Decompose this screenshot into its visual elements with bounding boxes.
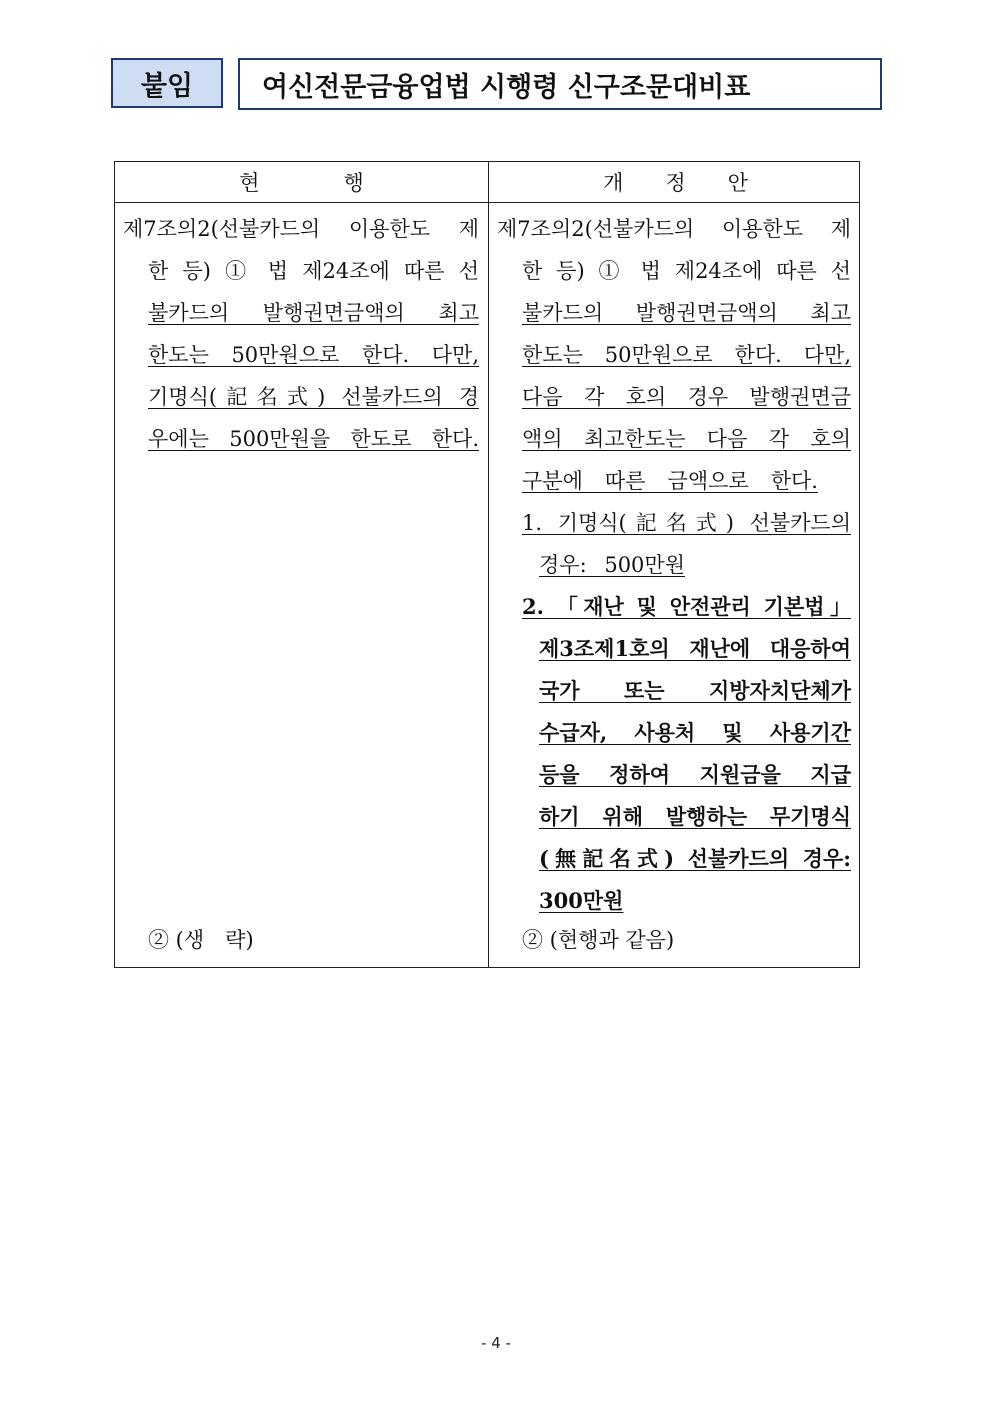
revised-line: 액의 최고한도는 다음 각 호의 xyxy=(522,427,851,451)
revised-line: (無記名式) 선불카드의 경우: xyxy=(539,846,851,871)
document-title: 여신전문금융업법 시행령 신구조문대비표 xyxy=(238,58,882,110)
page-number: - 4 - xyxy=(481,1334,511,1352)
current-item-2: ② (생 략) xyxy=(148,928,254,952)
attachment-badge: 붙임 xyxy=(111,58,223,108)
revised-item-2: ② (현행과 같음) xyxy=(522,928,675,952)
current-line: 우에는 500만원을 한도로 한다. xyxy=(148,427,479,451)
revised-line: 300만원 xyxy=(539,888,624,913)
current-line: 한도는 50만원으로 한다. 다만, xyxy=(148,343,479,367)
revised-line: 국가 또는 지방자치단체가 xyxy=(539,678,851,703)
revised-line: 다음 각 호의 경우 발행권면금 xyxy=(522,385,851,409)
revised-line: 불카드의 발행권면금액의 최고 xyxy=(522,301,851,325)
revised-line: 1. 기명식(記名式) 선불카드의 xyxy=(522,511,851,535)
revised-line: 등을 정하여 지원금을 지급 xyxy=(539,762,851,787)
current-line: 제7조의2(선불카드의 이용한도 제 xyxy=(123,217,479,241)
revised-line: 구분에 따른 금액으로 한다. xyxy=(522,469,818,493)
current-column-header: 현 행 xyxy=(239,171,364,195)
revised-line: 제3조제1호의 재난에 대응하여 xyxy=(539,636,851,661)
current-line: 불카드의 발행권면금액의 최고 xyxy=(148,301,479,325)
header-divider xyxy=(115,202,859,203)
revised-line: 수급자, 사용처 및 사용기간 xyxy=(539,720,851,745)
revised-line: 제7조의2(선불카드의 이용한도 제 xyxy=(497,217,851,241)
current-line: 한 등) ① 법 제24조에 따른 선 xyxy=(148,259,479,283)
revised-line: 한도는 50만원으로 한다. 다만, xyxy=(522,343,851,367)
revised-line: 하기 위해 발행하는 무기명식 xyxy=(539,804,851,829)
revised-line: 한 등) ① 법 제24조에 따른 선 xyxy=(522,259,851,283)
current-line: 기명식(記名式) 선불카드의 경 xyxy=(148,385,479,409)
revised-line: 경우: 500만원 xyxy=(539,553,685,577)
revised-line: 2. 「재난 및 안전관리 기본법」 xyxy=(522,594,851,619)
revised-column-header: 개 정 안 xyxy=(603,171,748,195)
comparison-table xyxy=(114,161,860,968)
column-divider xyxy=(488,162,489,967)
